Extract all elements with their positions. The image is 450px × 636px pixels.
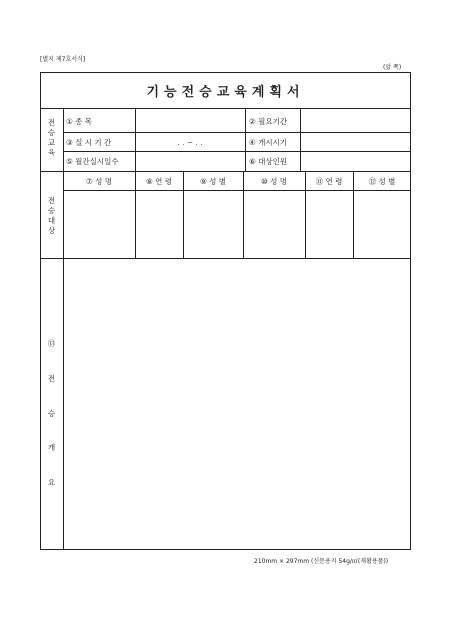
section-label-target	[40, 196, 63, 236]
header-age-1: ⑧ 연 령	[146, 176, 172, 186]
implementation-period-input[interactable]: . . ~ . .	[177, 137, 203, 147]
target-gender-2-input[interactable]	[354, 191, 410, 258]
section-label-char: 개	[47, 443, 56, 452]
target-age-1-input[interactable]	[136, 191, 183, 258]
required-period-input[interactable]	[301, 109, 410, 131]
target-gender-1-input[interactable]	[184, 191, 243, 258]
form-title: 기능전승교육계획서	[146, 84, 305, 100]
section-label-char: 승	[47, 409, 56, 418]
target-count-input[interactable]	[301, 152, 410, 171]
subject-input[interactable]	[136, 109, 244, 131]
field-label-target-count: ⑥ 대상인원	[249, 157, 288, 166]
section-label-char: 전	[47, 374, 56, 383]
target-age-2-input[interactable]	[306, 191, 353, 258]
section-label-char: 승	[47, 206, 56, 215]
start-time-input[interactable]	[301, 133, 410, 151]
form-number-label: [별지 제7호서식]	[40, 56, 86, 63]
edu-col-divider-2	[245, 108, 246, 171]
paper-spec-footer: 210mm × 297mm (신문용지 54g/㎡(재활용품))	[254, 558, 389, 565]
field-label-implementation-period: ③ 실 시 기 간	[66, 137, 112, 147]
target-name-1-input[interactable]	[64, 191, 135, 258]
monthly-days-input[interactable]	[136, 152, 244, 171]
section-label-char: 육	[47, 148, 56, 157]
target-name-2-input[interactable]	[244, 191, 305, 258]
header-gender-2: ⑫ 성 별	[368, 176, 396, 186]
field-label-required-period: ② 필요기간	[249, 117, 288, 126]
header-age-2: ⑪ 연 령	[315, 176, 343, 186]
section-label-summary	[40, 338, 63, 488]
page-side-label: (앞 쪽)	[383, 64, 402, 71]
summary-textarea[interactable]	[64, 259, 410, 549]
section-label-char: ⑬	[47, 339, 56, 348]
section-label-char: 대	[47, 216, 56, 225]
section-label-char: 교	[47, 138, 56, 147]
section-label-char: 전	[47, 118, 56, 127]
header-gender-1: ⑨ 성 별	[200, 176, 226, 186]
section-label-char: 상	[47, 226, 56, 235]
section-label-char: 전	[47, 196, 56, 205]
header-name-1: ⑦ 성 명	[86, 176, 112, 186]
field-label-subject: ① 종 목	[66, 117, 92, 126]
section-label-char: 승	[47, 128, 56, 137]
section-label-education	[40, 118, 63, 158]
section-label-char: 요	[47, 478, 56, 487]
field-label-start-time: ④ 개시시기	[249, 137, 288, 147]
field-label-monthly-days: ⑤ 월간실시일수	[66, 157, 119, 166]
header-name-2: ⑩ 성 명	[261, 176, 287, 186]
